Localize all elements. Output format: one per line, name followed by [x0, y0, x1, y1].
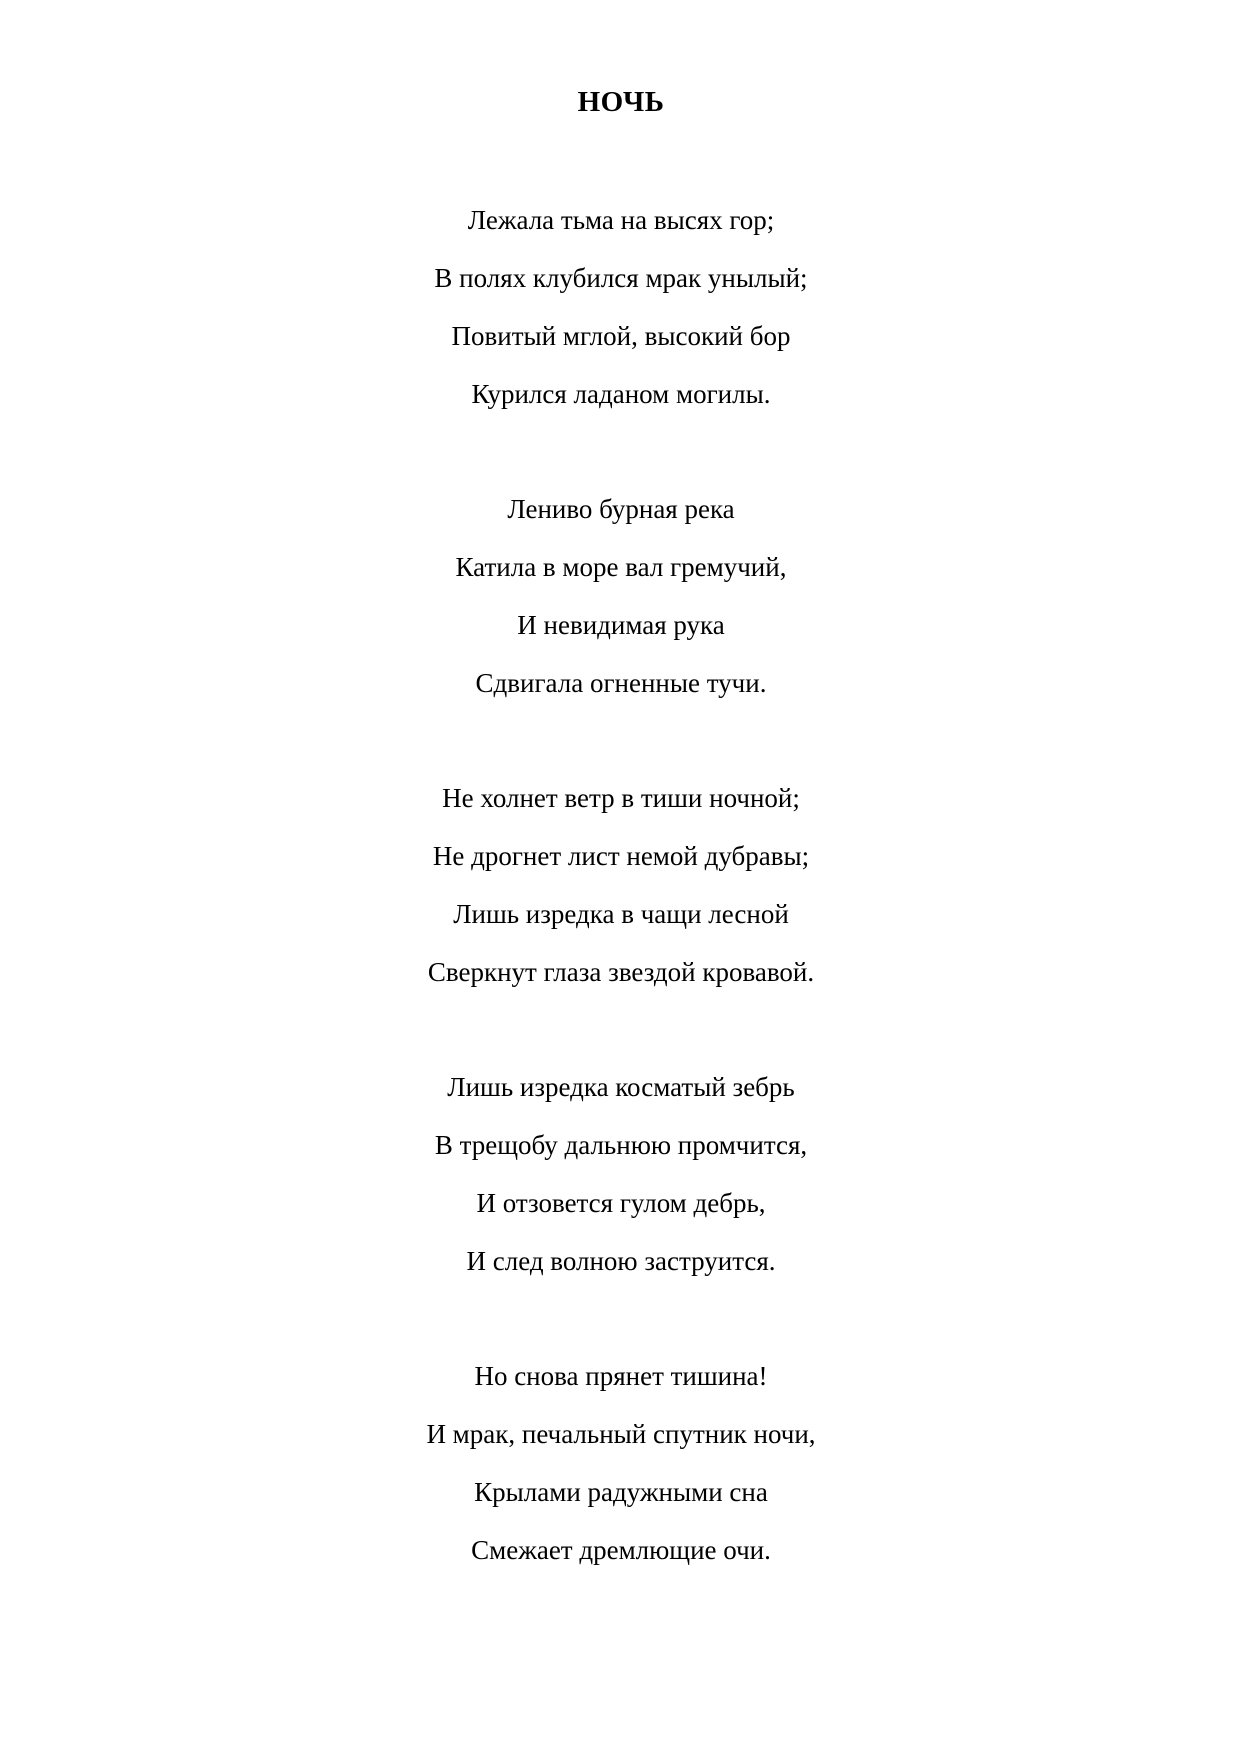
stanza-2 — [0, 480, 1242, 712]
poem-line: Сверкнут глаза звездой кровавой. — [427, 957, 815, 987]
poem-line: В трещобу дальнюю промчится, — [434, 1130, 808, 1160]
poem-line: Курился ладаном могилы. — [471, 379, 771, 409]
poem-line: Но снова прянет тишина! — [474, 1361, 768, 1391]
poem-line: Лежала тьма на высях гор; — [467, 205, 775, 235]
poem-line: Сдвигала огненные тучи. — [475, 668, 767, 698]
poem-line: Лениво бурная река — [507, 494, 735, 524]
stanza-4 — [0, 1058, 1242, 1290]
stanza-5 — [0, 1347, 1242, 1579]
poem-line: Лишь изредка в чащи лесной — [453, 899, 789, 929]
poem-line: Не холнет ветр в тиши ночной; — [442, 783, 800, 813]
poem-line: И след волною заструится. — [466, 1246, 776, 1276]
poem-line: Крылами радужными сна — [474, 1477, 768, 1507]
poem-line: Не дрогнет лист немой дубравы; — [432, 841, 810, 871]
poem-line: Катила в море вал гремучий, — [455, 552, 787, 582]
poem-line: Лишь изредка косматый зебрь — [447, 1072, 795, 1102]
stanza-1 — [0, 191, 1242, 423]
stanza-3 — [0, 769, 1242, 1001]
poem-line: Смежает дремлющие очи. — [471, 1535, 771, 1565]
poem-title: НОЧЬ — [577, 86, 665, 118]
poem-line: И мрак, печальный спутник ночи, — [426, 1419, 816, 1449]
poem-line: И отзовется гулом дебрь, — [476, 1188, 766, 1218]
poem-line: И невидимая рука — [517, 610, 725, 640]
poem-line: Повитый мглой, высокий бор — [451, 321, 791, 351]
poem-line: В полях клубился мрак унылый; — [434, 263, 808, 293]
